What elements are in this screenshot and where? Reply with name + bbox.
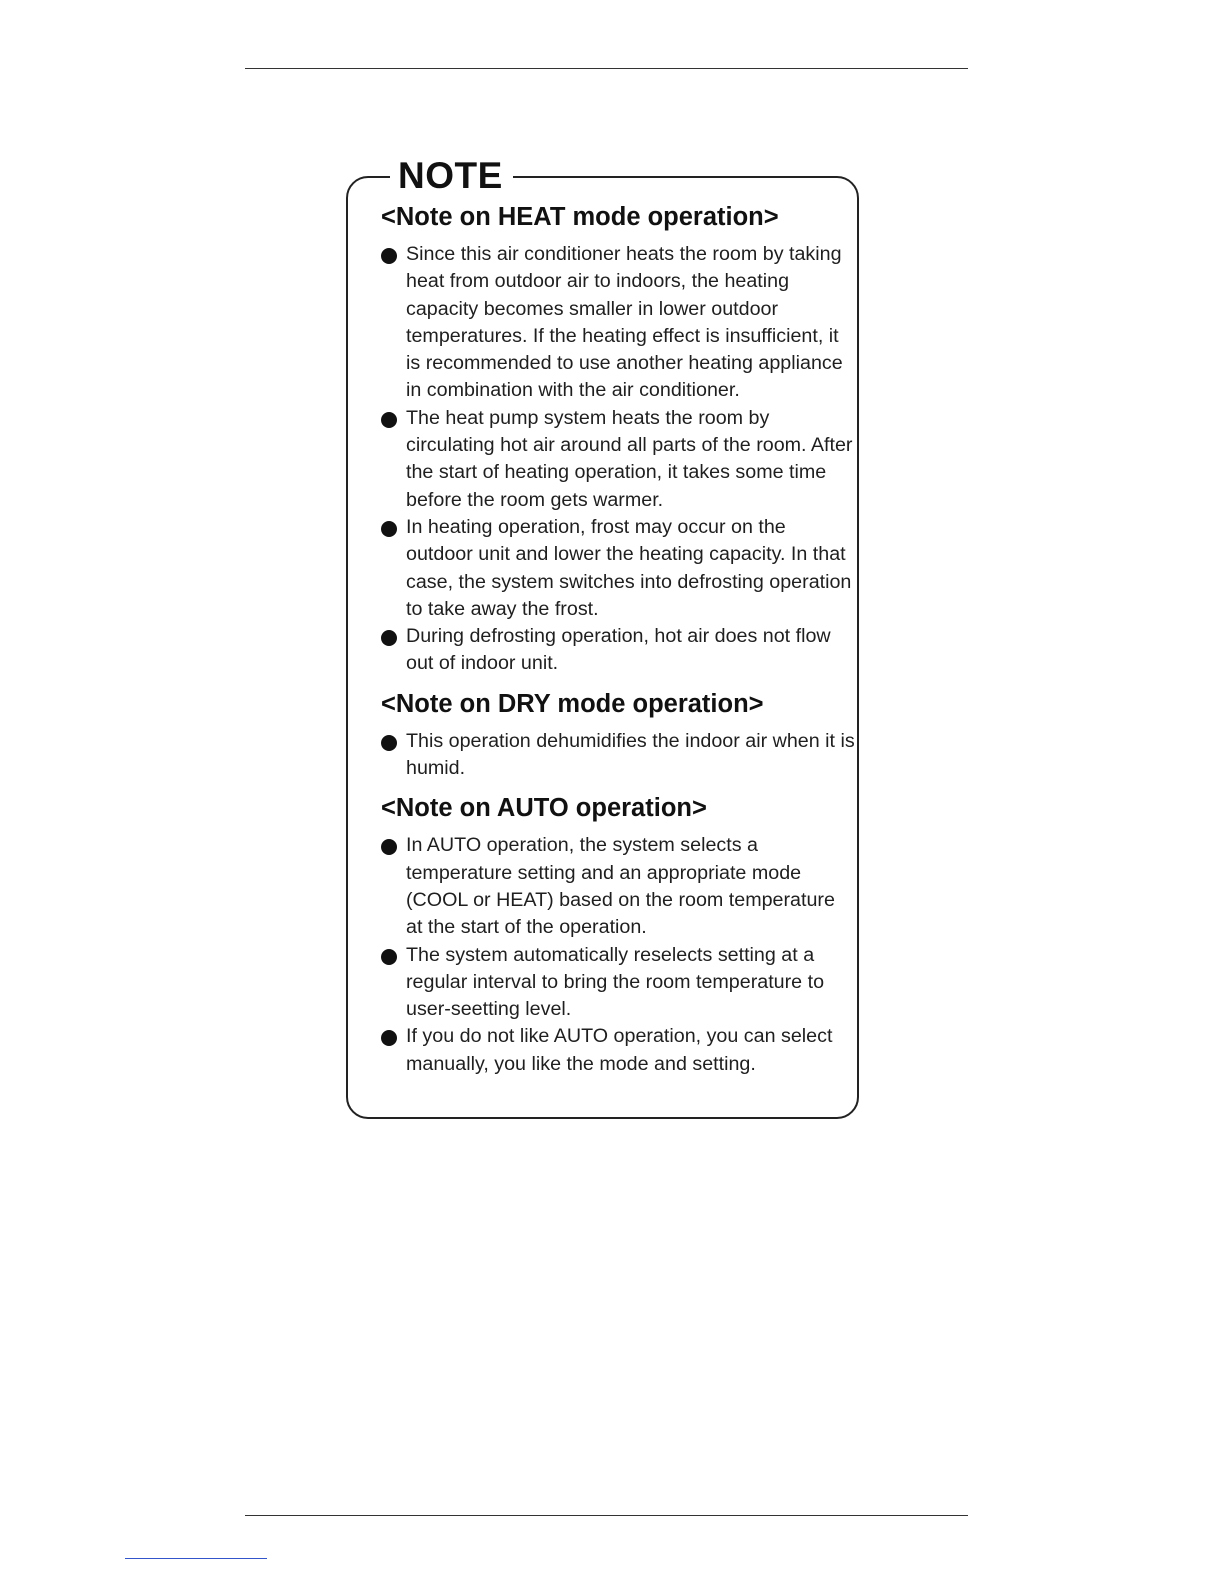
section-auto-mode [381,791,856,1078]
note-content [381,200,856,1078]
bullet-list-dry [381,728,856,783]
bullet-icon [381,248,397,264]
section-heading-auto: <Note on AUTO operation> [381,794,707,823]
bullet-text: The system automatically reselects setting at a regular interval to bring the room temperature to user-seetting level. [406,943,825,1021]
bullet-icon [381,1030,397,1046]
link-underline[interactable] [125,1558,267,1559]
bullet-icon [381,630,397,646]
bullet-icon [381,521,397,537]
section-heading-heat: <Note on HEAT mode operation> [381,203,779,231]
list-item [381,832,856,941]
footer-rule [245,1515,968,1516]
list-item [381,623,856,678]
list-item [381,728,856,783]
note-title: NOTE [390,154,513,198]
bullet-icon [381,412,397,428]
list-item [381,514,856,623]
bullet-text: During defrosting operation, hot air does not flow out of indoor unit. [406,625,831,675]
bullet-text: In AUTO operation, the system selects a temperature setting and an appropriate mode (COOL or HEAT) based on the room temperature at the start of the operation. [406,834,835,939]
list-item [381,1023,856,1078]
bullet-text: This operation dehumidifies the indoor air when it is humid. [406,729,855,780]
bullet-text: If you do not like AUTO operation, you can select manually, you like the mode and setting. [406,1025,833,1075]
section-dry-mode [381,687,856,783]
bullet-text: The heat pump system heats the room by circulating hot air around all parts of the room. After the start of heating operation, it takes some time before the room gets warmer. [406,406,853,511]
list-item [381,241,856,405]
header-rule [245,68,968,69]
bullet-text: In heating operation, frost may occur on the outdoor unit and lower the heating capacity. In that case, the system switches into defrosting operation to take away the frost. [406,515,852,620]
bullet-icon [381,949,397,965]
bullet-list-auto [381,832,856,1078]
list-item [381,942,856,1024]
bullet-text: Since this air conditioner heats the room by taking heat from outdoor air to indoors, the heating capacity becomes smaller in lower outdoor temperatures. If the heating effect is insufficient, it is recommended to use another heating appliance in combination with the air conditioner. [406,243,843,402]
bullet-icon [381,839,397,855]
section-heading-dry: <Note on DRY mode operation> [381,689,764,718]
section-heat-mode [381,200,856,678]
bullet-list-heat [381,241,856,678]
bullet-icon [381,735,397,751]
list-item [381,405,856,514]
